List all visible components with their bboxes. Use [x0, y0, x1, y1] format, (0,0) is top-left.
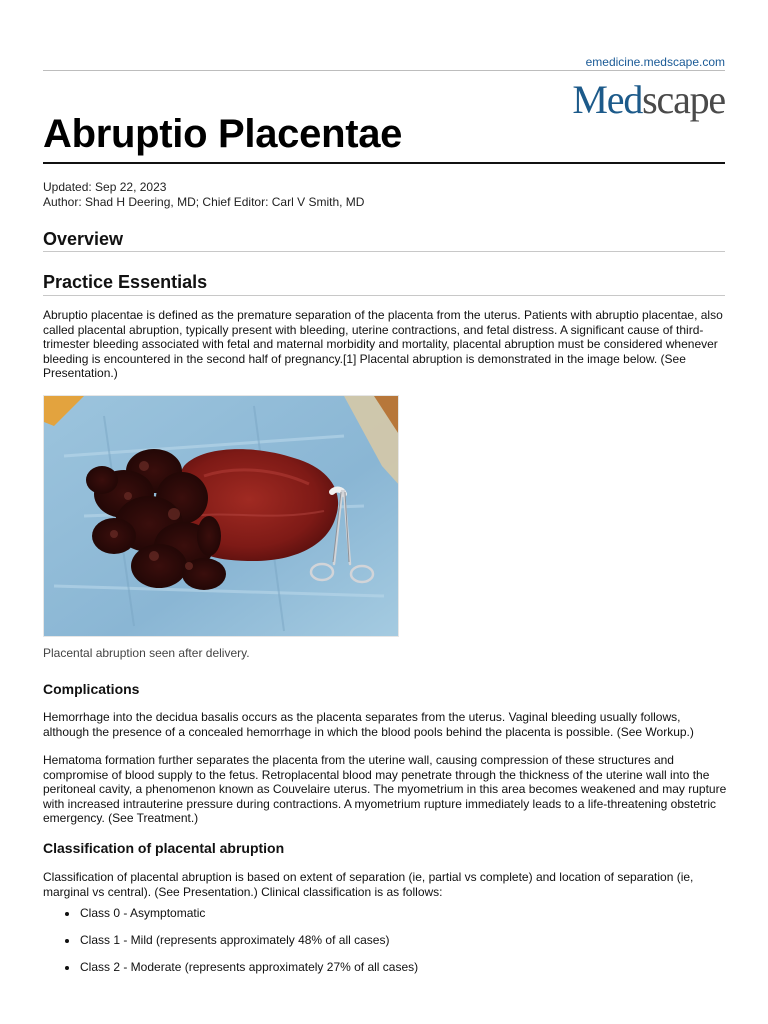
list-item: Class 0 - Asymptomatic	[43, 906, 729, 933]
practice-essentials-divider	[43, 295, 725, 296]
figure-caption: Placental abruption seen after delivery.	[43, 646, 250, 660]
medscape-logo[interactable]	[572, 76, 725, 124]
classification-list	[43, 906, 729, 987]
overview-heading: Overview	[43, 229, 124, 249]
classification-heading: Classification of placental abruption	[43, 840, 285, 856]
intro-paragraph: Abruptio placentae is defined as the premature separation of the placenta from the uterus. Patients with abruptio placentae, also called placental abruption, typically present with bleeding, uterine contractions, and fetal distress. A significant cause of third-trimester bleeding associated with fetal and maternal morbidity and mortality, placental abruption must be considered whenever bleeding is encountered in the second half of pregnancy.[1] Placental abruption is demonstrated in the image below. (See Presentation.)	[43, 308, 723, 380]
classification-paragraph: Classification of placental abruption is based on extent of separation (ie, partial vs complete) and location of separation (ie, marginal vs central). (See Presentation.) Clinical classification is as follows:	[43, 870, 694, 899]
logo-scape-text: scape	[642, 77, 725, 122]
complications-heading: Complications	[43, 681, 140, 697]
updated-date: Updated: Sep 22, 2023	[43, 180, 167, 194]
title-divider	[43, 162, 725, 164]
complications-paragraph-1: Hemorrhage into the decidua basalis occurs as the placenta separates from the uterus. Vaginal bleeding usually follows, although the presence of a concealed hemorrhage in which the blood pools behind the placenta is possible. (See Workup.)	[43, 710, 694, 739]
list-item: Class 1 - Mild (represents approximately 48% of all cases)	[43, 933, 729, 960]
author-line: Author: Shad H Deering, MD; Chief Editor: Carl V Smith, MD	[43, 195, 365, 209]
overview-divider	[43, 251, 725, 252]
page-title: Abruptio Placentae	[43, 112, 403, 156]
complications-paragraph-2: Hematoma formation further separates the placenta from the uterine wall, causing compression of these structures and compromise of blood supply to the fetus. Retroplacental blood may penetrate through the thickness of the uterine wall into the peritoneal cavity, a phenomenon known as Couvelaire uterus. The myometrium in this area becomes weakened and may rupture with increased intrauterine pressure during contractions. A myometrium rupture immediately leads to a life-threatening obstetric emergency. (See Treatment.)	[43, 753, 727, 825]
logo-med-text: Med	[572, 77, 643, 122]
practice-essentials-heading: Practice Essentials	[43, 272, 208, 292]
site-url-link[interactable]: emedicine.medscape.com	[585, 55, 725, 69]
placental-abruption-photo[interactable]	[43, 395, 399, 637]
list-item: Class 2 - Moderate (represents approximately 27% of all cases)	[43, 960, 729, 987]
photo-illustration	[44, 396, 399, 637]
article-meta	[43, 180, 364, 210]
header-divider	[43, 70, 725, 71]
